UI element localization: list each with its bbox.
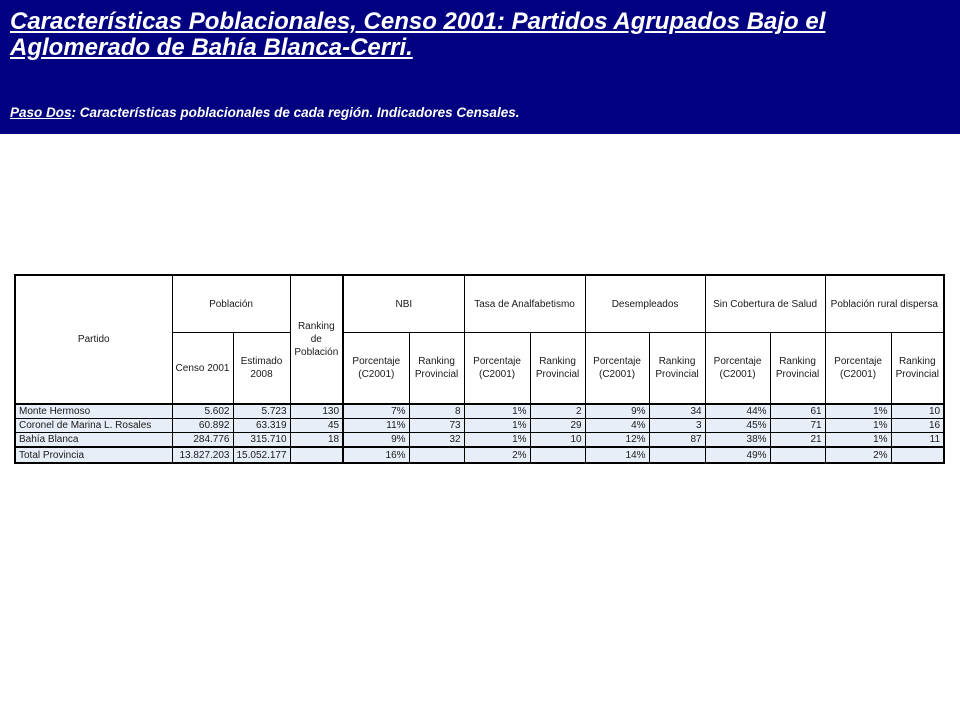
col-estimado-header: Estimado 2008 bbox=[233, 333, 290, 405]
cell-nbi-rank bbox=[409, 447, 464, 463]
page-title: Características Poblacionales, Censo 2001: Partidos Agrupados Bajo el Aglomerado de Bahía Blanca-Cerri. bbox=[10, 8, 826, 61]
table-row bbox=[15, 419, 944, 433]
cell-partido: Bahía Blanca bbox=[15, 433, 172, 448]
nbi-porcentaje-header: Porcentaje (C2001) bbox=[343, 333, 409, 405]
cell-desemp-pct: 12% bbox=[585, 433, 649, 448]
col-ranking-poblacion-header: Ranking de Población bbox=[290, 275, 343, 404]
cell-partido: Total Provincia bbox=[15, 447, 172, 463]
census-table bbox=[14, 274, 945, 464]
cell-nbi-pct: 11% bbox=[343, 419, 409, 433]
cell-analf-rank: 10 bbox=[530, 433, 585, 448]
table-row-total bbox=[15, 447, 944, 463]
cell-nbi-pct: 16% bbox=[343, 447, 409, 463]
cell-salud-rank: 71 bbox=[770, 419, 825, 433]
col-censo-header: Censo 2001 bbox=[172, 333, 233, 405]
salud-ranking-header: Ranking Provincial bbox=[770, 333, 825, 405]
group-desempleados-header: Desempleados bbox=[585, 275, 705, 333]
analf-ranking-header: Ranking Provincial bbox=[530, 333, 585, 405]
cell-estimado: 15.052.177 bbox=[233, 447, 290, 463]
cell-rural-pct: 1% bbox=[825, 404, 891, 419]
cell-nbi-rank: 73 bbox=[409, 419, 464, 433]
cell-nbi-rank: 32 bbox=[409, 433, 464, 448]
cell-desemp-rank bbox=[649, 447, 705, 463]
cell-rural-rank: 10 bbox=[891, 404, 944, 419]
cell-estimado: 63.319 bbox=[233, 419, 290, 433]
cell-salud-rank: 61 bbox=[770, 404, 825, 419]
cell-salud-rank: 21 bbox=[770, 433, 825, 448]
cell-ranking-poblacion: 130 bbox=[290, 404, 343, 419]
cell-analf-pct: 1% bbox=[464, 404, 530, 419]
cell-analf-pct: 1% bbox=[464, 433, 530, 448]
cell-desemp-rank: 3 bbox=[649, 419, 705, 433]
cell-nbi-pct: 9% bbox=[343, 433, 409, 448]
cell-salud-pct: 45% bbox=[705, 419, 770, 433]
cell-analf-rank: 29 bbox=[530, 419, 585, 433]
subtitle-label: Paso Dos bbox=[10, 105, 72, 120]
group-analfabetismo-header: Tasa de Analfabetismo bbox=[464, 275, 585, 333]
rural-porcentaje-header: Porcentaje (C2001) bbox=[825, 333, 891, 405]
cell-partido: Monte Hermoso bbox=[15, 404, 172, 419]
cell-salud-rank bbox=[770, 447, 825, 463]
cell-rural-rank bbox=[891, 447, 944, 463]
cell-desemp-pct: 14% bbox=[585, 447, 649, 463]
table-row bbox=[15, 404, 944, 419]
cell-ranking-poblacion: 18 bbox=[290, 433, 343, 448]
table-row bbox=[15, 433, 944, 448]
rural-ranking-header: Ranking Provincial bbox=[891, 333, 944, 405]
cell-rural-rank: 11 bbox=[891, 433, 944, 448]
subtitle-text: : Características poblacionales de cada región. Indicadores Censales. bbox=[71, 105, 520, 120]
cell-salud-pct: 44% bbox=[705, 404, 770, 419]
desemp-ranking-header: Ranking Provincial bbox=[649, 333, 705, 405]
cell-rural-pct: 2% bbox=[825, 447, 891, 463]
cell-desemp-pct: 4% bbox=[585, 419, 649, 433]
cell-censo: 13.827.203 bbox=[172, 447, 233, 463]
cell-ranking-poblacion: 45 bbox=[290, 419, 343, 433]
cell-desemp-pct: 9% bbox=[585, 404, 649, 419]
cell-rural-rank: 16 bbox=[891, 419, 944, 433]
salud-porcentaje-header: Porcentaje (C2001) bbox=[705, 333, 770, 405]
cell-nbi-pct: 7% bbox=[343, 404, 409, 419]
cell-estimado: 315.710 bbox=[233, 433, 290, 448]
cell-salud-pct: 49% bbox=[705, 447, 770, 463]
cell-censo: 284.776 bbox=[172, 433, 233, 448]
cell-rural-pct: 1% bbox=[825, 419, 891, 433]
cell-analf-rank bbox=[530, 447, 585, 463]
cell-analf-pct: 1% bbox=[464, 419, 530, 433]
header-banner bbox=[0, 0, 960, 134]
cell-desemp-rank: 34 bbox=[649, 404, 705, 419]
cell-censo: 60.892 bbox=[172, 419, 233, 433]
analf-porcentaje-header: Porcentaje (C2001) bbox=[464, 333, 530, 405]
page-subtitle bbox=[10, 105, 519, 120]
header-row-groups bbox=[15, 275, 944, 333]
cell-estimado: 5.723 bbox=[233, 404, 290, 419]
col-partido-header: Partido bbox=[15, 275, 172, 404]
cell-salud-pct: 38% bbox=[705, 433, 770, 448]
cell-ranking-poblacion bbox=[290, 447, 343, 463]
group-poblacion-header: Población bbox=[172, 275, 290, 333]
cell-analf-pct: 2% bbox=[464, 447, 530, 463]
group-salud-header: Sin Cobertura de Salud bbox=[705, 275, 825, 333]
desemp-porcentaje-header: Porcentaje (C2001) bbox=[585, 333, 649, 405]
cell-nbi-rank: 8 bbox=[409, 404, 464, 419]
cell-partido: Coronel de Marina L. Rosales bbox=[15, 419, 172, 433]
nbi-ranking-header: Ranking Provincial bbox=[409, 333, 464, 405]
cell-censo: 5.602 bbox=[172, 404, 233, 419]
cell-analf-rank: 2 bbox=[530, 404, 585, 419]
cell-rural-pct: 1% bbox=[825, 433, 891, 448]
group-nbi-header: NBI bbox=[343, 275, 464, 333]
cell-desemp-rank: 87 bbox=[649, 433, 705, 448]
group-rural-header: Población rural dispersa bbox=[825, 275, 944, 333]
